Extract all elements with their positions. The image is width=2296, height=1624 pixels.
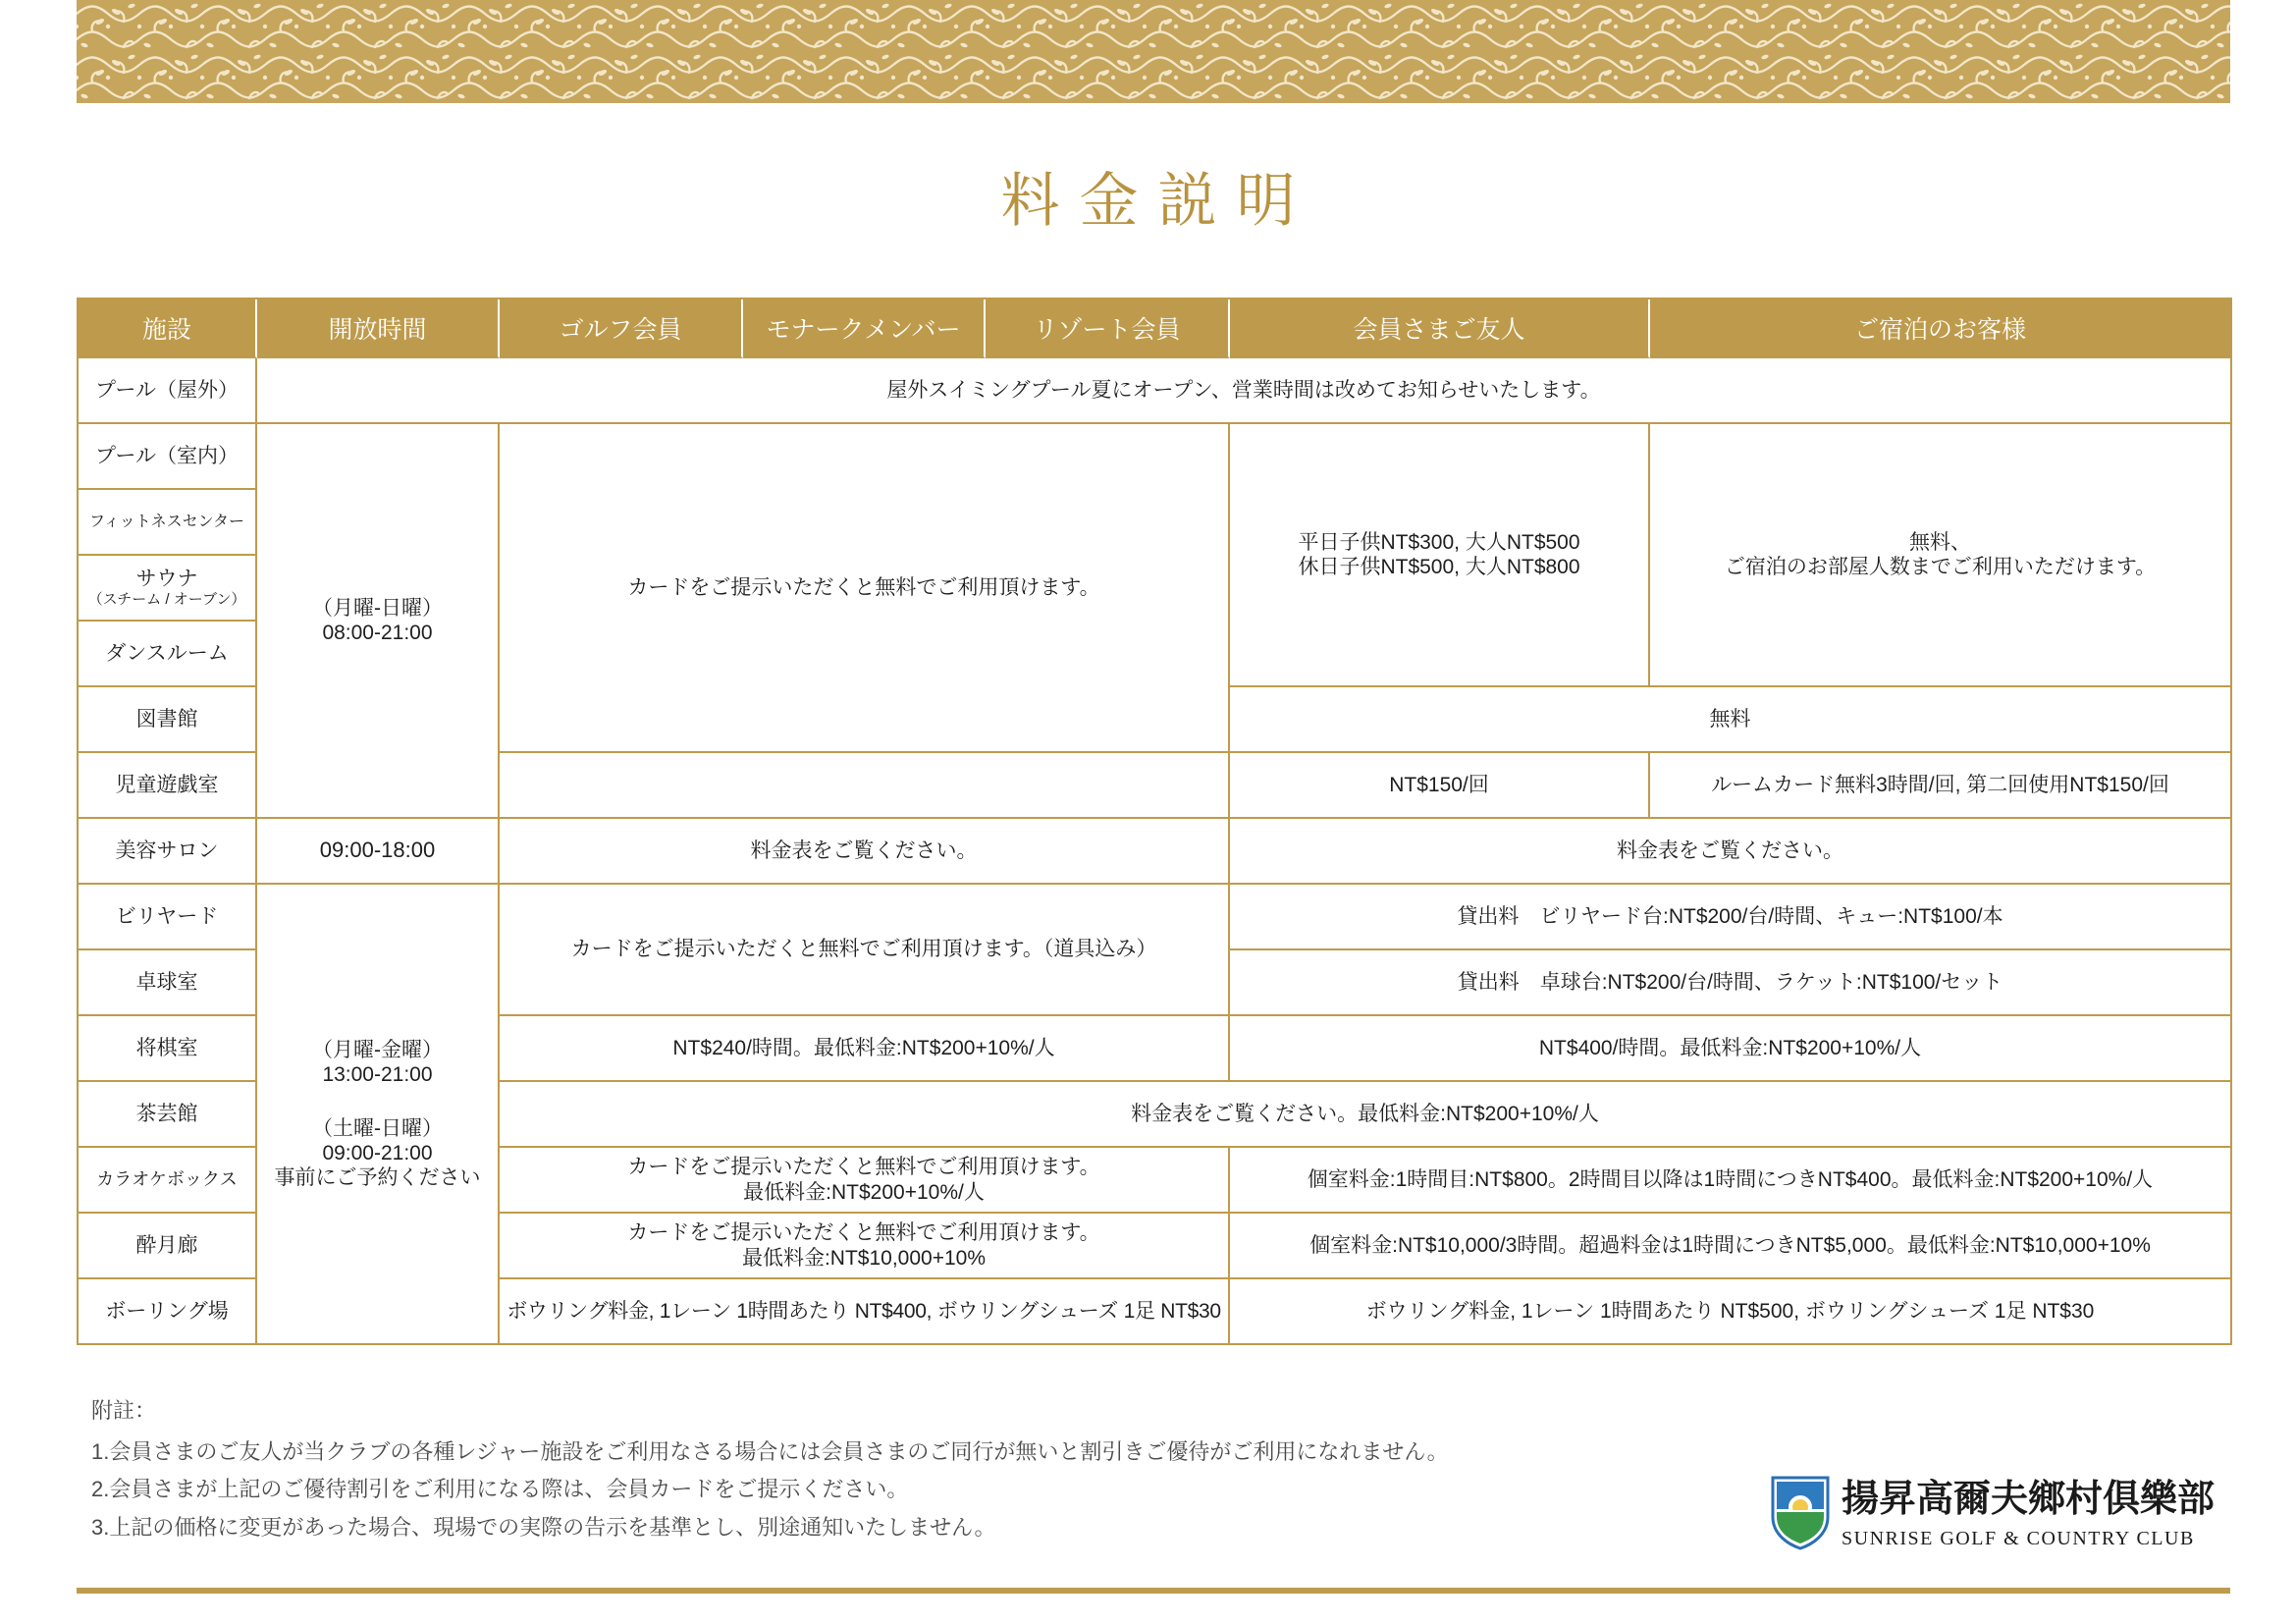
suigetsu-members-line-1: カードをご提示いただくと無料でご利用頂けます。 <box>627 1221 1100 1245</box>
billiards-pingpong-members-fee: カードをご提示いただくと無料でご利用頂けます。（道具込み） <box>500 885 1230 1016</box>
members-free-cell: カードをご提示いただくと無料でご利用頂けます。 <box>500 424 1230 753</box>
tea-house-fee: 料金表をご覧ください。最低料金:NT$200+10%/人 <box>500 1082 2232 1148</box>
bowling-others-fee: ボウリング料金, 1レーン 1時間あたり NT$500, ボウリングシューズ 1足 NT$30 <box>1230 1279 2232 1345</box>
table-row <box>79 819 2232 885</box>
suigetsu-members-fee <box>500 1214 1230 1279</box>
hours-salon: 09:00-18:00 <box>257 819 500 885</box>
header-golf-member: ゴルフ会員 <box>500 299 743 358</box>
friends-fee-cell <box>1230 424 1650 687</box>
note-item: 2.会員さまが上記のご優待割引をご利用になる際は、会員カードをご提示ください。 <box>91 1477 909 1501</box>
facility-name: 将棋室 <box>79 1016 257 1082</box>
kids-room-members-cell <box>500 753 1230 819</box>
facility-name: 酔月廊 <box>79 1214 257 1279</box>
club-logo <box>1771 1476 2230 1554</box>
bottom-divider <box>77 1588 2230 1594</box>
header-monarch-member: モナークメンバー <box>743 299 986 358</box>
hours-weekday-days: （月曜-金曜） <box>312 1038 443 1061</box>
note-item: 1.会員さまのご友人が当クラブの各種レジャー施設をご利用なさる場合には会員さまのご同行が無いと割引きご優待がご利用になれません。 <box>91 1439 1449 1464</box>
outdoor-pool-notice: 屋外スイミングプール夏にオープン、営業時間は改めてお知らせいたします。 <box>257 358 2232 424</box>
hours-weekend-days: （土曜-日曜） <box>312 1116 443 1140</box>
facility-name: カラオケボックス <box>79 1148 257 1214</box>
table-row <box>79 424 2232 490</box>
karaoke-members-line-1: カードをご提示いただくと無料でご利用頂けます。 <box>627 1156 1100 1179</box>
friends-weekday-fee: 平日子供NT$300, 大人NT$500 <box>1298 530 1580 554</box>
club-name-chinese: 揚昇高爾夫鄉村俱樂部 <box>1842 1476 2216 1520</box>
facility-name: プール（室内） <box>79 424 257 490</box>
shogi-members-fee: NT$240/時間。最低料金:NT$200+10%/人 <box>500 1016 1230 1082</box>
salon-members-fee: 料金表をご覧ください。 <box>500 819 1230 885</box>
hours-weekday-time: 13:00-21:00 <box>322 1062 433 1086</box>
header-member-friend: 会員さまご友人 <box>1230 299 1650 358</box>
hours-time: 08:00-21:00 <box>322 622 433 644</box>
notes-label: 附註： <box>91 1398 157 1423</box>
table-row <box>79 358 2232 424</box>
karaoke-others-fee: 個室料金:1時間目:NT$800。2時間目以降は1時間につきNT$400。最低料金:NT$200+10%/人 <box>1230 1148 2232 1214</box>
kids-room-guests-fee: ルームカード無料3時間/回, 第二回使用NT$150/回 <box>1650 753 2232 819</box>
guests-free: 無料、 <box>1909 530 1971 554</box>
header-hours: 開放時間 <box>257 299 500 358</box>
guests-fee-cell <box>1650 424 2232 687</box>
facility-name: フィットネスセンター <box>79 490 257 556</box>
billiards-others-fee: 貸出料 ビリヤード台:NT$200/台/時間、キュー:NT$100/本 <box>1230 885 2232 950</box>
facility-name: 図書館 <box>79 687 257 753</box>
suigetsu-others-fee: 個室料金:NT$10,000/3時間。超過料金は1時間につきNT$5,000。最低料金:NT$10,000+10% <box>1230 1214 2232 1279</box>
header-facility: 施設 <box>79 299 257 358</box>
decorative-pattern-band <box>77 0 2230 103</box>
table-row <box>79 885 2232 950</box>
bowling-members-fee: ボウリング料金, 1レーン 1時間あたり NT$400, ボウリングシューズ 1足 NT$30 <box>500 1279 1230 1345</box>
kids-room-friends-fee: NT$150/回 <box>1230 753 1650 819</box>
facility-name: ビリヤード <box>79 885 257 950</box>
friends-holiday-fee: 休日子供NT$500, 大人NT$800 <box>1298 556 1580 578</box>
hours-weekend-time: 09:00-21:00 <box>322 1142 433 1165</box>
spacer <box>261 1087 494 1116</box>
facility-name: サウナ <box>135 567 198 590</box>
facility-name-sauna <box>79 556 257 622</box>
shogi-others-fee: NT$400/時間。最低料金:NT$200+10%/人 <box>1230 1016 2232 1082</box>
hours-recreation <box>257 885 500 1345</box>
header-hotel-guest: ご宿泊のお客様 <box>1650 299 2232 358</box>
page-title: 料金説明 <box>1000 167 1315 236</box>
salon-others-fee: 料金表をご覧ください。 <box>1230 819 2232 885</box>
hours-days: （月曜-日曜） <box>312 596 443 620</box>
shield-emblem-icon <box>1771 1476 1830 1550</box>
note-item: 3.上記の価格に変更があった場合、現場での実際の告示を基準とし、別途通知いたしません。 <box>91 1515 996 1540</box>
facility-subname: （スチーム / オーブン） <box>87 591 246 609</box>
pingpong-others-fee: 貸出料 卓球台:NT$200/台/時間、ラケット:NT$100/セット <box>1230 950 2232 1016</box>
guests-note: ご宿泊のお部屋人数までご利用いただけます。 <box>1724 556 2157 578</box>
karaoke-members-fee <box>500 1148 1230 1214</box>
library-fee-cell: 無料 <box>1230 687 2232 753</box>
hours-daily <box>257 424 500 819</box>
facility-name: 美容サロン <box>79 819 257 885</box>
club-name-english: SUNRISE GOLF & COUNTRY CLUB <box>1842 1528 2195 1549</box>
header-resort-member: リゾート会員 <box>986 299 1230 358</box>
fee-table <box>77 298 2232 1345</box>
table-header-row <box>79 299 2232 358</box>
facility-name: ダンスルーム <box>79 622 257 687</box>
facility-name: 卓球室 <box>79 950 257 1016</box>
suigetsu-members-line-2: 最低料金:NT$10,000+10% <box>741 1246 987 1270</box>
karaoke-members-line-2: 最低料金:NT$200+10%/人 <box>743 1180 985 1204</box>
facility-name: 児童遊戯室 <box>79 753 257 819</box>
facility-name: 茶芸館 <box>79 1082 257 1148</box>
facility-name: ボーリング場 <box>79 1279 257 1345</box>
facility-name: プール（屋外） <box>79 358 257 424</box>
reservation-note: 事前にご予約ください <box>274 1166 481 1190</box>
